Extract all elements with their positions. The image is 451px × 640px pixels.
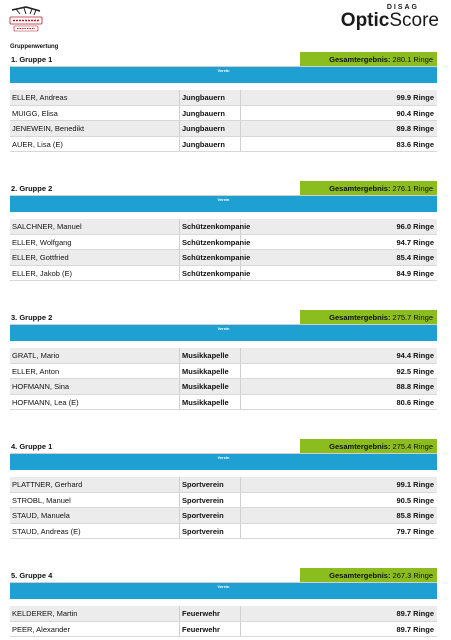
shooter-score: 85.4 Ringe: [396, 253, 434, 262]
shooter-name: STAUD, Andreas (E): [10, 524, 180, 539]
club-name: Jungbauern: [180, 106, 241, 121]
club-name: Feuerwehr: [180, 606, 241, 621]
column-label-verein: Verein: [217, 455, 230, 460]
group-table: [10, 310, 437, 410]
section-title: Gruppenwertung: [10, 44, 59, 50]
shooter-name: HOFMANN, Lea (E): [10, 395, 180, 410]
shooter-name: STROBL, Manuel: [10, 493, 180, 508]
club-name: Musikkapelle: [180, 379, 241, 394]
table-row: [10, 235, 437, 251]
column-header-bar: [10, 67, 437, 83]
club-name: Sportverein: [180, 493, 241, 508]
table-row: [10, 493, 437, 509]
spacer: [10, 341, 437, 348]
club-name: Musikkapelle: [180, 348, 241, 363]
group-table: [10, 52, 437, 152]
shooter-score: 80.6 Ringe: [396, 397, 434, 407]
group-total: [300, 439, 437, 453]
table-row: [10, 622, 437, 638]
group-header: [10, 568, 437, 583]
shooter-name: HOFMANN, Sina: [10, 379, 180, 394]
shooter-name: MUIGG, Elisa: [10, 106, 180, 121]
shooter-name: GRATL, Mario: [10, 348, 180, 363]
group-total: [300, 310, 437, 324]
column-label-verein: Verein: [217, 68, 230, 73]
page-header: [0, 0, 451, 44]
shooter-score: 99.9 Ringe: [396, 93, 434, 102]
club-name: Schützenkompanie: [180, 235, 241, 250]
brand-small-label: DISAG: [386, 4, 419, 11]
club-name: Schützenkompanie: [180, 266, 241, 281]
club-name: Musikkapelle: [180, 364, 241, 379]
table-row: [10, 90, 437, 106]
club-name: Musikkapelle: [180, 395, 241, 410]
group-name: 5. Gruppe 4: [11, 571, 53, 580]
club-name: Sportverein: [180, 508, 241, 523]
club-name: Feuerwehr: [180, 622, 241, 637]
table-row: [10, 106, 437, 122]
table-row: [10, 379, 437, 395]
total-value: 275.7 Ringe: [392, 313, 433, 322]
table-row: [10, 524, 437, 540]
shooter-name: ELLER, Gottfried: [10, 250, 180, 265]
spacer: [10, 83, 437, 90]
table-row: [10, 348, 437, 364]
shooter-score: 90.5 Ringe: [396, 495, 434, 505]
shooter-score: 94.7 Ringe: [396, 237, 434, 247]
shooter-name: ELLER, Wolfgang: [10, 235, 180, 250]
total-value: 280.1 Ringe: [392, 55, 433, 64]
brand-name: OpticScore: [340, 10, 439, 31]
shooter-name: ELLER, Jakob (E): [10, 266, 180, 281]
total-label: Gesamtergebnis:: [329, 313, 391, 322]
group-header: [10, 52, 437, 67]
shooter-name: JENEWEIN, Benedikt: [10, 121, 180, 136]
shooter-score: 89.7 Ringe: [396, 624, 434, 634]
table-row: [10, 508, 437, 524]
club-name: Schützenkompanie: [180, 250, 241, 265]
total-label: Gesamtergebnis:: [329, 571, 391, 580]
shooter-score: 90.4 Ringe: [396, 108, 434, 118]
opticscore-logo: [341, 4, 439, 31]
column-label-verein: Verein: [217, 326, 230, 331]
shooter-name: PEER, Alexander: [10, 622, 180, 637]
shooter-score: 89.7 Ringe: [396, 609, 434, 618]
group-total: [300, 568, 437, 582]
column-label-verein: Verein: [217, 197, 230, 202]
group-header: [10, 310, 437, 325]
table-row: [10, 395, 437, 411]
shooter-name: STAUD, Manuela: [10, 508, 180, 523]
shooter-name: ELLER, Andreas: [10, 90, 180, 105]
club-name: Jungbauern: [180, 121, 241, 136]
shooter-score: 79.7 Ringe: [396, 526, 434, 536]
group-header: [10, 181, 437, 196]
spacer: [10, 599, 437, 606]
spacer: [10, 470, 437, 477]
club-name: Jungbauern: [180, 137, 241, 152]
table-row: [10, 250, 437, 266]
total-value: 267.3 Ringe: [392, 571, 433, 580]
club-name: Sportverein: [180, 524, 241, 539]
shooter-score: 84.9 Ringe: [396, 268, 434, 278]
group-table: [10, 568, 437, 637]
club-logo-icon: [6, 4, 46, 38]
shooter-score: 88.8 Ringe: [396, 382, 434, 391]
group-total: [300, 52, 437, 66]
group-name: 3. Gruppe 2: [11, 313, 53, 322]
shooter-name: AUER, Lisa (E): [10, 137, 180, 152]
shooter-score: 83.6 Ringe: [396, 139, 434, 149]
group-table: [10, 439, 437, 539]
shooter-score: 85.8 Ringe: [396, 511, 434, 520]
table-row: [10, 606, 437, 622]
group-table: [10, 181, 437, 281]
club-name: Jungbauern: [180, 90, 241, 105]
total-label: Gesamtergebnis:: [329, 442, 391, 451]
group-name: 2. Gruppe 2: [11, 184, 53, 193]
table-row: [10, 477, 437, 493]
shooter-score: 92.5 Ringe: [396, 366, 434, 376]
table-row: [10, 266, 437, 282]
total-value: 276.1 Ringe: [392, 184, 433, 193]
shooter-score: 94.4 Ringe: [396, 351, 434, 360]
table-row: [10, 121, 437, 137]
shooter-score: 89.8 Ringe: [396, 124, 434, 133]
column-header-bar: [10, 196, 437, 212]
table-row: [10, 219, 437, 235]
shooter-name: ELLER, Anton: [10, 364, 180, 379]
total-label: Gesamtergebnis:: [329, 184, 391, 193]
club-name: Schützenkompanie: [180, 219, 241, 234]
spacer: [10, 212, 437, 219]
group-header: [10, 439, 437, 454]
table-row: [10, 137, 437, 153]
group-name: 1. Gruppe 1: [11, 55, 53, 64]
club-name: Sportverein: [180, 477, 241, 492]
column-label-verein: Verein: [217, 584, 230, 589]
shooter-name: KELDERER, Martin: [10, 606, 180, 621]
shooter-name: SALCHNER, Manuel: [10, 219, 180, 234]
total-value: 275.4 Ringe: [392, 442, 433, 451]
column-header-bar: [10, 583, 437, 599]
group-total: [300, 181, 437, 195]
shooter-score: 99.1 Ringe: [396, 480, 434, 489]
total-label: Gesamtergebnis:: [329, 55, 391, 64]
table-row: [10, 364, 437, 380]
column-header-bar: [10, 454, 437, 470]
shooter-score: 96.0 Ringe: [396, 222, 434, 231]
shooter-name: PLATTNER, Gerhard: [10, 477, 180, 492]
group-name: 4. Gruppe 1: [11, 442, 53, 451]
column-header-bar: [10, 325, 437, 341]
